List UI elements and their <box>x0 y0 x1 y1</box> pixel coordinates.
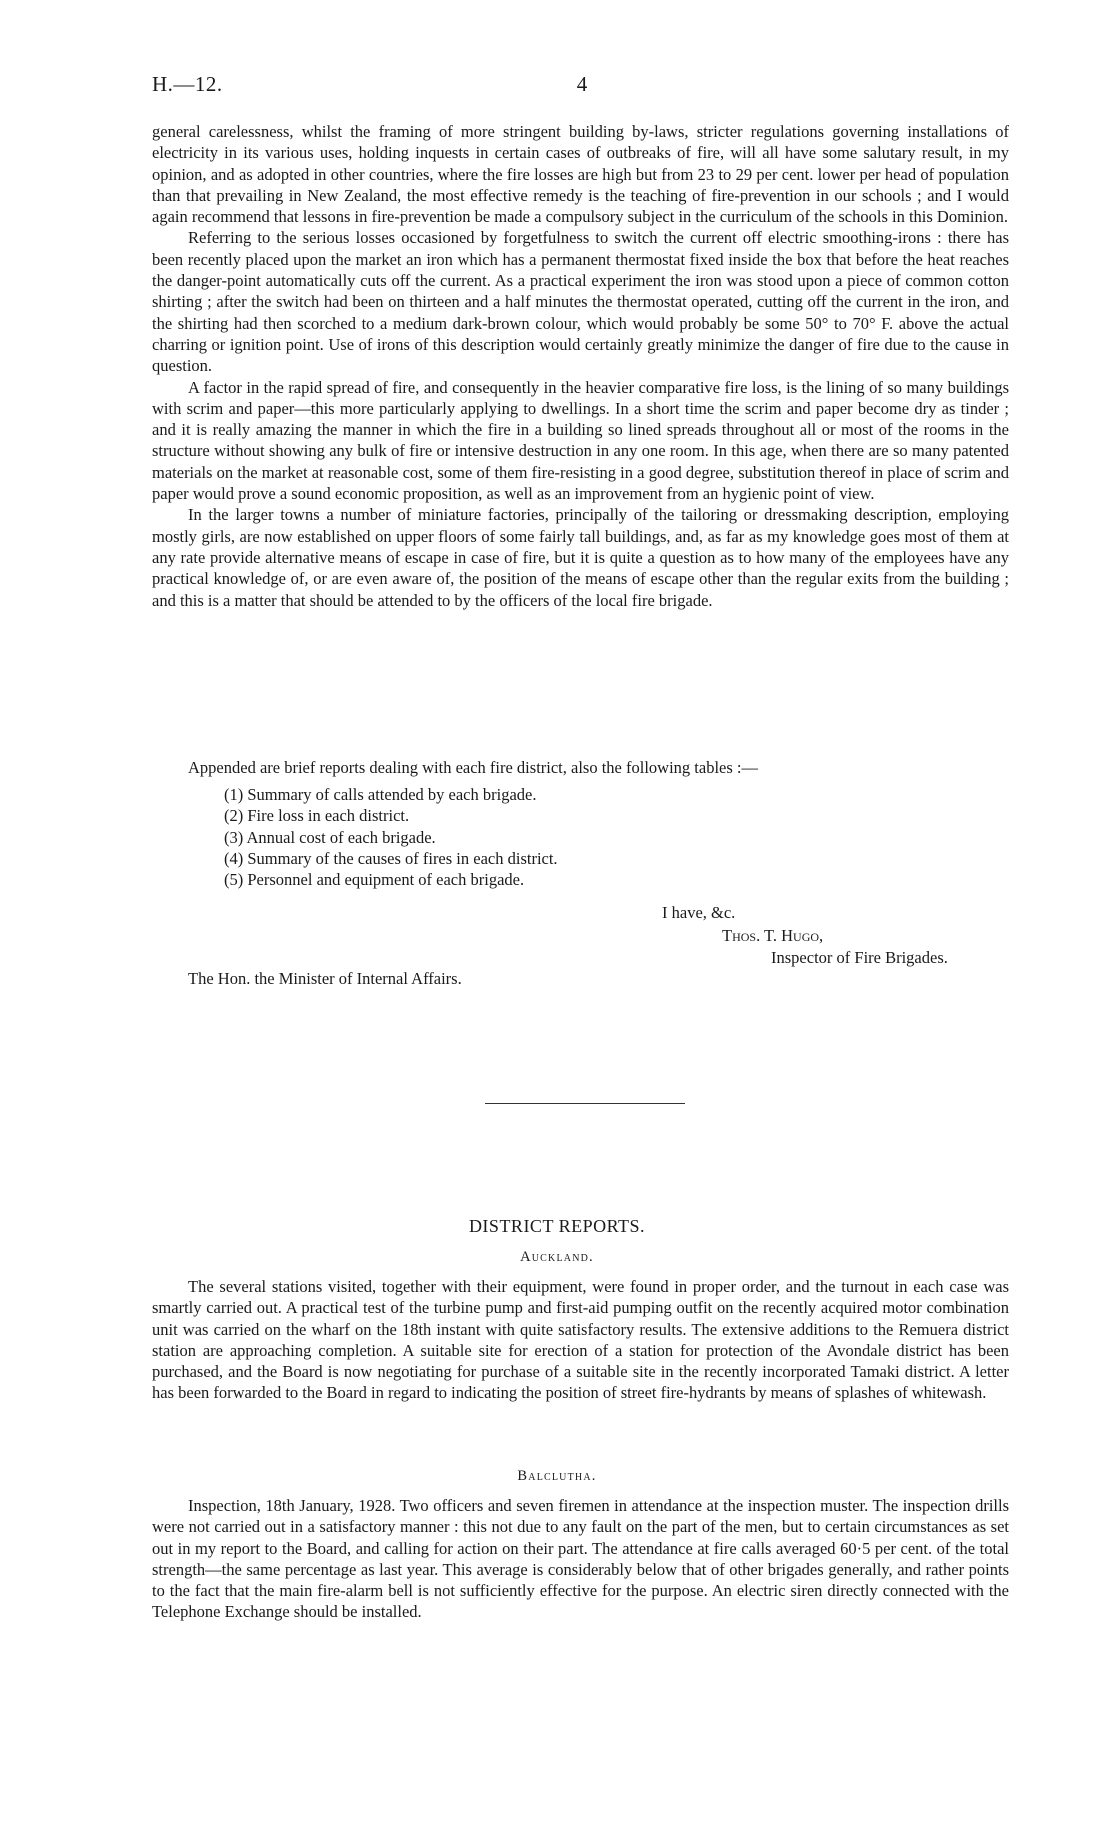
intro-paragraphs <box>152 121 1009 611</box>
list-item: (5) Personnel and equipment of each brigade. <box>224 870 525 890</box>
paragraph: Referring to the serious losses occasioned by forgetfulness to switch the current off electric smoothing-irons : there has been recently placed upon the market an iron which has a permanent thermostat fixed inside the box that before the heat reaches the danger-point automatically cuts off the current. As a practical experiment the iron was stood upon a piece of common cotton shirting ; after the switch had been on thirteen and a half minutes the thermostat operated, cutting off the current in the iron, and the shirting had then scorched to a medium dark-brown colour, which would probably be some 50° to 70° F. above the actual charring or ignition point. Use of irons of this description would certainly greatly minimize the danger of fire due to the cause in question. <box>152 228 1009 376</box>
page-number: 4 <box>576 72 588 96</box>
page-header <box>152 72 1012 98</box>
tables-list <box>224 784 558 890</box>
section-text-balclutha <box>152 1495 1009 1623</box>
signer-title: Inspector of Fire Brigades. <box>771 948 948 967</box>
addressee: The Hon. the Minister of Internal Affairs. <box>188 969 462 988</box>
appended-intro: Appended are brief reports dealing with each fire district, also the following tables :— <box>188 758 758 777</box>
list-item: (3) Annual cost of each brigade. <box>224 827 436 847</box>
section-text-auckland <box>152 1276 1009 1404</box>
section-divider <box>485 1103 685 1104</box>
section-heading-auckland: Auckland. <box>520 1249 594 1265</box>
paragraph: A factor in the rapid spread of fire, and consequently in the heavier comparative fire loss, is the lining of so many buildings with scrim and paper—this more particularly applying to dwellings. In a short time the scrim and paper become dry as tinder ; and it is really amazing the manner in which the fire in a building so lined spreads throughout all or most of the rooms in the structure without showing any bulk of fire or intensive destruction in any one room. In this age, when there are so many patented materials on the market at reasonable cost, some of them fire-resisting in a good degree, substitution thereof in place of scrim and paper would prove a sound economic proposition, as well as an improvement from an hygienic point of view. <box>152 377 1009 504</box>
paragraph: The several stations visited, together with their equipment, were found in proper order, and the turnout in each case was smartly carried out. A practical test of the turbine pump and first-aid pumping outfit on the recently acquired motor combination unit was carried on the wharf on the 18th instant with quite satisfactory results. The extensive additions to the Remuera district station are approaching completion. A suitable site for erection of a station for protection of the Avondale district has been purchased, and the Board is now negotiating for purchase of a suitable site in the recently incorporated Tamaki district. A letter has been forwarded to the Board in regard to indicating the position of street fire-hydrants by means of splashes of whitewash. <box>152 1277 1009 1403</box>
letter-closing: I have, &c. <box>662 903 736 922</box>
signer-name: Thos. T. Hugo, <box>722 926 824 945</box>
paragraph: Inspection, 18th January, 1928. Two officers and seven firemen in attendance at the inspection muster. The inspection drills were not carried out in a satisfactory manner : this not due to any fault on the part of the men, but to certain circumstances as set out in my report to the Board, and calling for action on their part. The attendance at fire calls averaged 60·5 per cent. of the total strength—the same percentage as last year. This average is considerably below that of other brigades generally, and rather points to the fact that the main fire-alarm bell is not sufficiently effective for the purpose. An electric siren directly connected with the Telephone Exchange should be installed. <box>152 1496 1009 1622</box>
list-item: (1) Summary of calls attended by each brigade. <box>224 785 537 804</box>
list-item: (4) Summary of the causes of fires in each district. <box>224 848 558 868</box>
list-item: (2) Fire loss in each district. <box>224 806 410 826</box>
district-reports-title: DISTRICT REPORTS. <box>468 1216 646 1236</box>
paragraph: In the larger towns a number of miniature factories, principally of the tailoring or dressmaking description, employing mostly girls, are now established on upper floors of some fairly tall buildings, and, as far as my knowledge goes most of them at any rate provide alternative means of escape in case of fire, but it is quite a question as to how many of the employees have any practical knowledge of, or are even aware of, the position of the means of escape other than the regular exits from the building ; and this is a matter that should be attended to by the officers of the local fire brigade. <box>152 505 1009 610</box>
paragraph: general carelessness, whilst the framing of more stringent building by-laws, stricter regulations governing installations of electricity in its various uses, holding inquests in certain cases of outbreaks of fire, will all have some salutary result, in my opinion, and as adopted in other countries, where the fire losses are high but from 23 to 29 per cent. lower per head of population than that prevailing in New Zealand, the most effective remedy is the teaching of fire-prevention in our schools ; and I would again recommend that lessons in fire-prevention be made a compulsory subject in the curriculum of the schools in this Dominion. <box>152 122 1009 227</box>
report-reference: H.—12. <box>152 72 223 96</box>
section-heading-balclutha: Balclutha. <box>517 1468 597 1484</box>
